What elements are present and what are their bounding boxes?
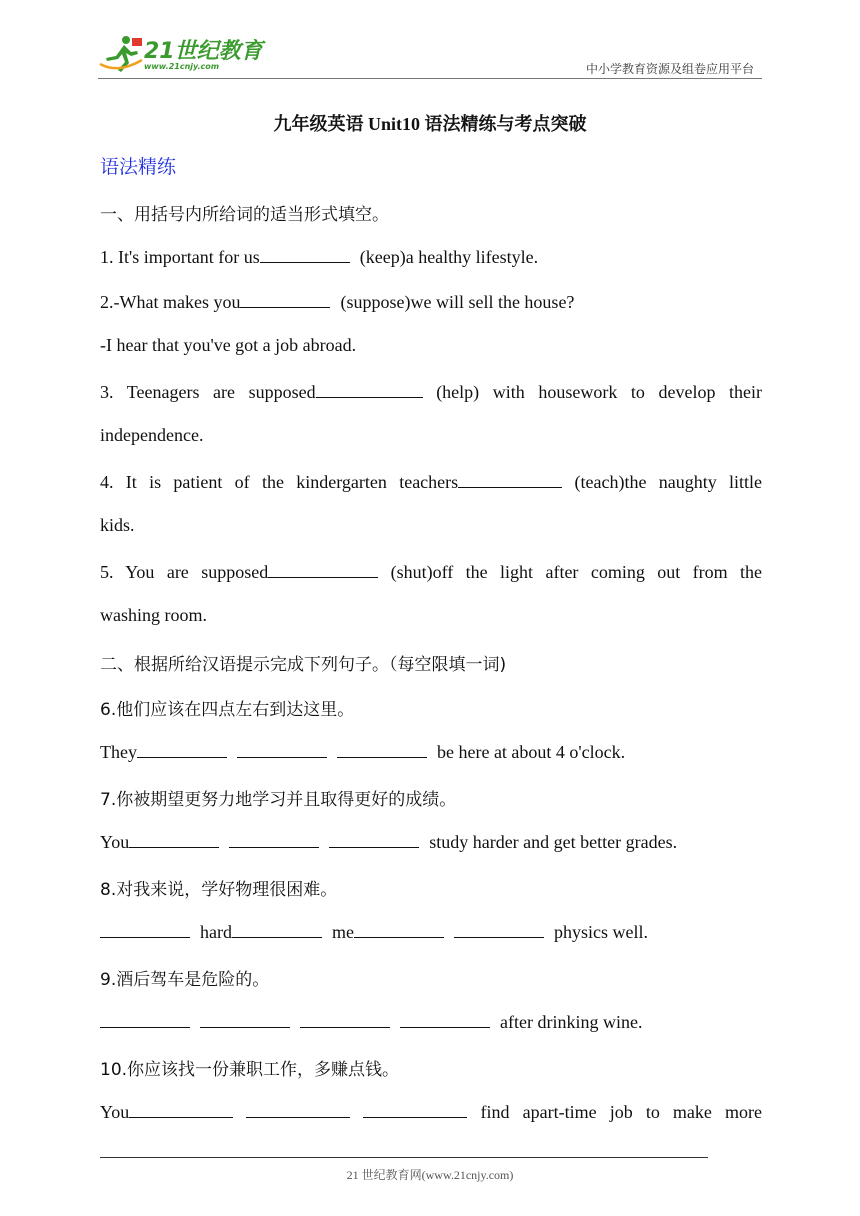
answer-blank[interactable] — [232, 920, 322, 938]
q5-text-a: 5. You are supposed — [100, 562, 269, 582]
q9-chinese: 9.酒后驾车是危险的。 — [100, 970, 270, 990]
footer-divider — [100, 1157, 708, 1158]
q2-text-b: (suppose)we will sell the house? — [340, 292, 575, 312]
question-9 — [100, 1010, 762, 1033]
answer-blank[interactable] — [100, 1010, 190, 1028]
answer-blank[interactable] — [260, 245, 350, 263]
answer-blank[interactable] — [329, 830, 419, 848]
answer-blank[interactable] — [240, 290, 330, 308]
header-divider — [98, 78, 762, 79]
q10-chinese: 10.你应该找一份兼职工作，多赚点钱。 — [100, 1060, 400, 1080]
part2-heading: 二、根据所给汉语提示完成下列句子。（每空限填一词) — [100, 655, 507, 675]
q2-response: -I hear that you've got a job abroad. — [100, 335, 357, 355]
answer-blank[interactable] — [200, 1010, 290, 1028]
q1-text-b: (keep)a healthy lifestyle. — [359, 247, 539, 267]
q8-word-2: me — [331, 922, 354, 942]
answer-blank[interactable] — [363, 1100, 467, 1118]
logo-url: www.21cnjy.com — [144, 62, 220, 71]
q6-text-a: They — [100, 742, 137, 762]
q5-continuation: washing room. — [100, 605, 207, 625]
page-header — [98, 30, 762, 78]
q6-text-b: be here at about 4 o'clock. — [436, 742, 626, 762]
q3-text-a: 3. Teenagers are supposed — [100, 382, 316, 402]
q8-chinese: 8.对我来说，学好物理很困难。 — [100, 880, 338, 900]
logo — [98, 34, 268, 74]
answer-blank[interactable] — [100, 920, 190, 938]
page-title: 九年级英语 Unit10 语法精练与考点突破 — [273, 114, 587, 134]
q3-continuation: independence. — [100, 425, 204, 445]
answer-blank[interactable] — [246, 1100, 350, 1118]
section-heading: 语法精练 — [100, 156, 177, 178]
q5-text-b: (shut)off the light after coming out from the — [390, 562, 762, 582]
question-4 — [100, 470, 762, 493]
answer-blank[interactable] — [229, 830, 319, 848]
question-5 — [100, 560, 762, 583]
q6-chinese: 6.他们应该在四点左右到达这里。 — [100, 700, 355, 720]
answer-blank[interactable] — [129, 830, 219, 848]
q1-text-a: 1. It's important for us — [100, 247, 260, 267]
q8-text-b: physics well. — [553, 922, 648, 942]
q4-text-a: 4. It is patient of the kindergarten teachers — [100, 472, 459, 492]
q7-text-a: You — [100, 832, 130, 852]
answer-blank[interactable] — [137, 740, 227, 758]
answer-blank[interactable] — [337, 740, 427, 758]
q10-text-a: You — [100, 1102, 130, 1122]
q10-text-b: find apart-time job to make more — [480, 1102, 762, 1122]
q7-chinese: 7.你被期望更努力地学习并且取得更好的成绩。 — [100, 790, 457, 810]
q2-text-a: 2.-What makes you — [100, 292, 241, 312]
question-3 — [100, 380, 762, 403]
answer-blank[interactable] — [300, 1010, 390, 1028]
runner-logo-icon — [98, 34, 144, 74]
q9-text-b: after drinking wine. — [500, 1012, 643, 1032]
part1-heading: 一、用括号内所给词的适当形式填空。 — [100, 205, 389, 225]
q4-continuation: kids. — [100, 515, 135, 535]
answer-blank[interactable] — [268, 560, 378, 578]
answer-blank[interactable] — [316, 380, 423, 398]
question-2 — [100, 290, 762, 313]
answer-blank[interactable] — [454, 920, 544, 938]
platform-name: 中小学教育资源及组卷应用平台 — [585, 62, 754, 76]
q3-text-b: (help) with housework to develop their — [436, 382, 763, 402]
answer-blank[interactable] — [354, 920, 444, 938]
answer-blank[interactable] — [237, 740, 327, 758]
question-10 — [100, 1100, 762, 1123]
q7-text-b: study harder and get better grades. — [429, 832, 678, 852]
question-7 — [100, 830, 762, 853]
question-1 — [100, 245, 762, 268]
question-6 — [100, 740, 762, 763]
logo-text: 21世纪教育 — [144, 39, 263, 64]
answer-blank[interactable] — [458, 470, 562, 488]
q4-text-b: (teach)the naughty little — [574, 472, 763, 492]
answer-blank[interactable] — [129, 1100, 233, 1118]
q8-word-1: hard — [200, 922, 232, 942]
answer-blank[interactable] — [400, 1010, 490, 1028]
footer-text: 21 世纪教育网(www.21cnjy.com) — [346, 1168, 514, 1182]
question-8 — [100, 920, 762, 943]
